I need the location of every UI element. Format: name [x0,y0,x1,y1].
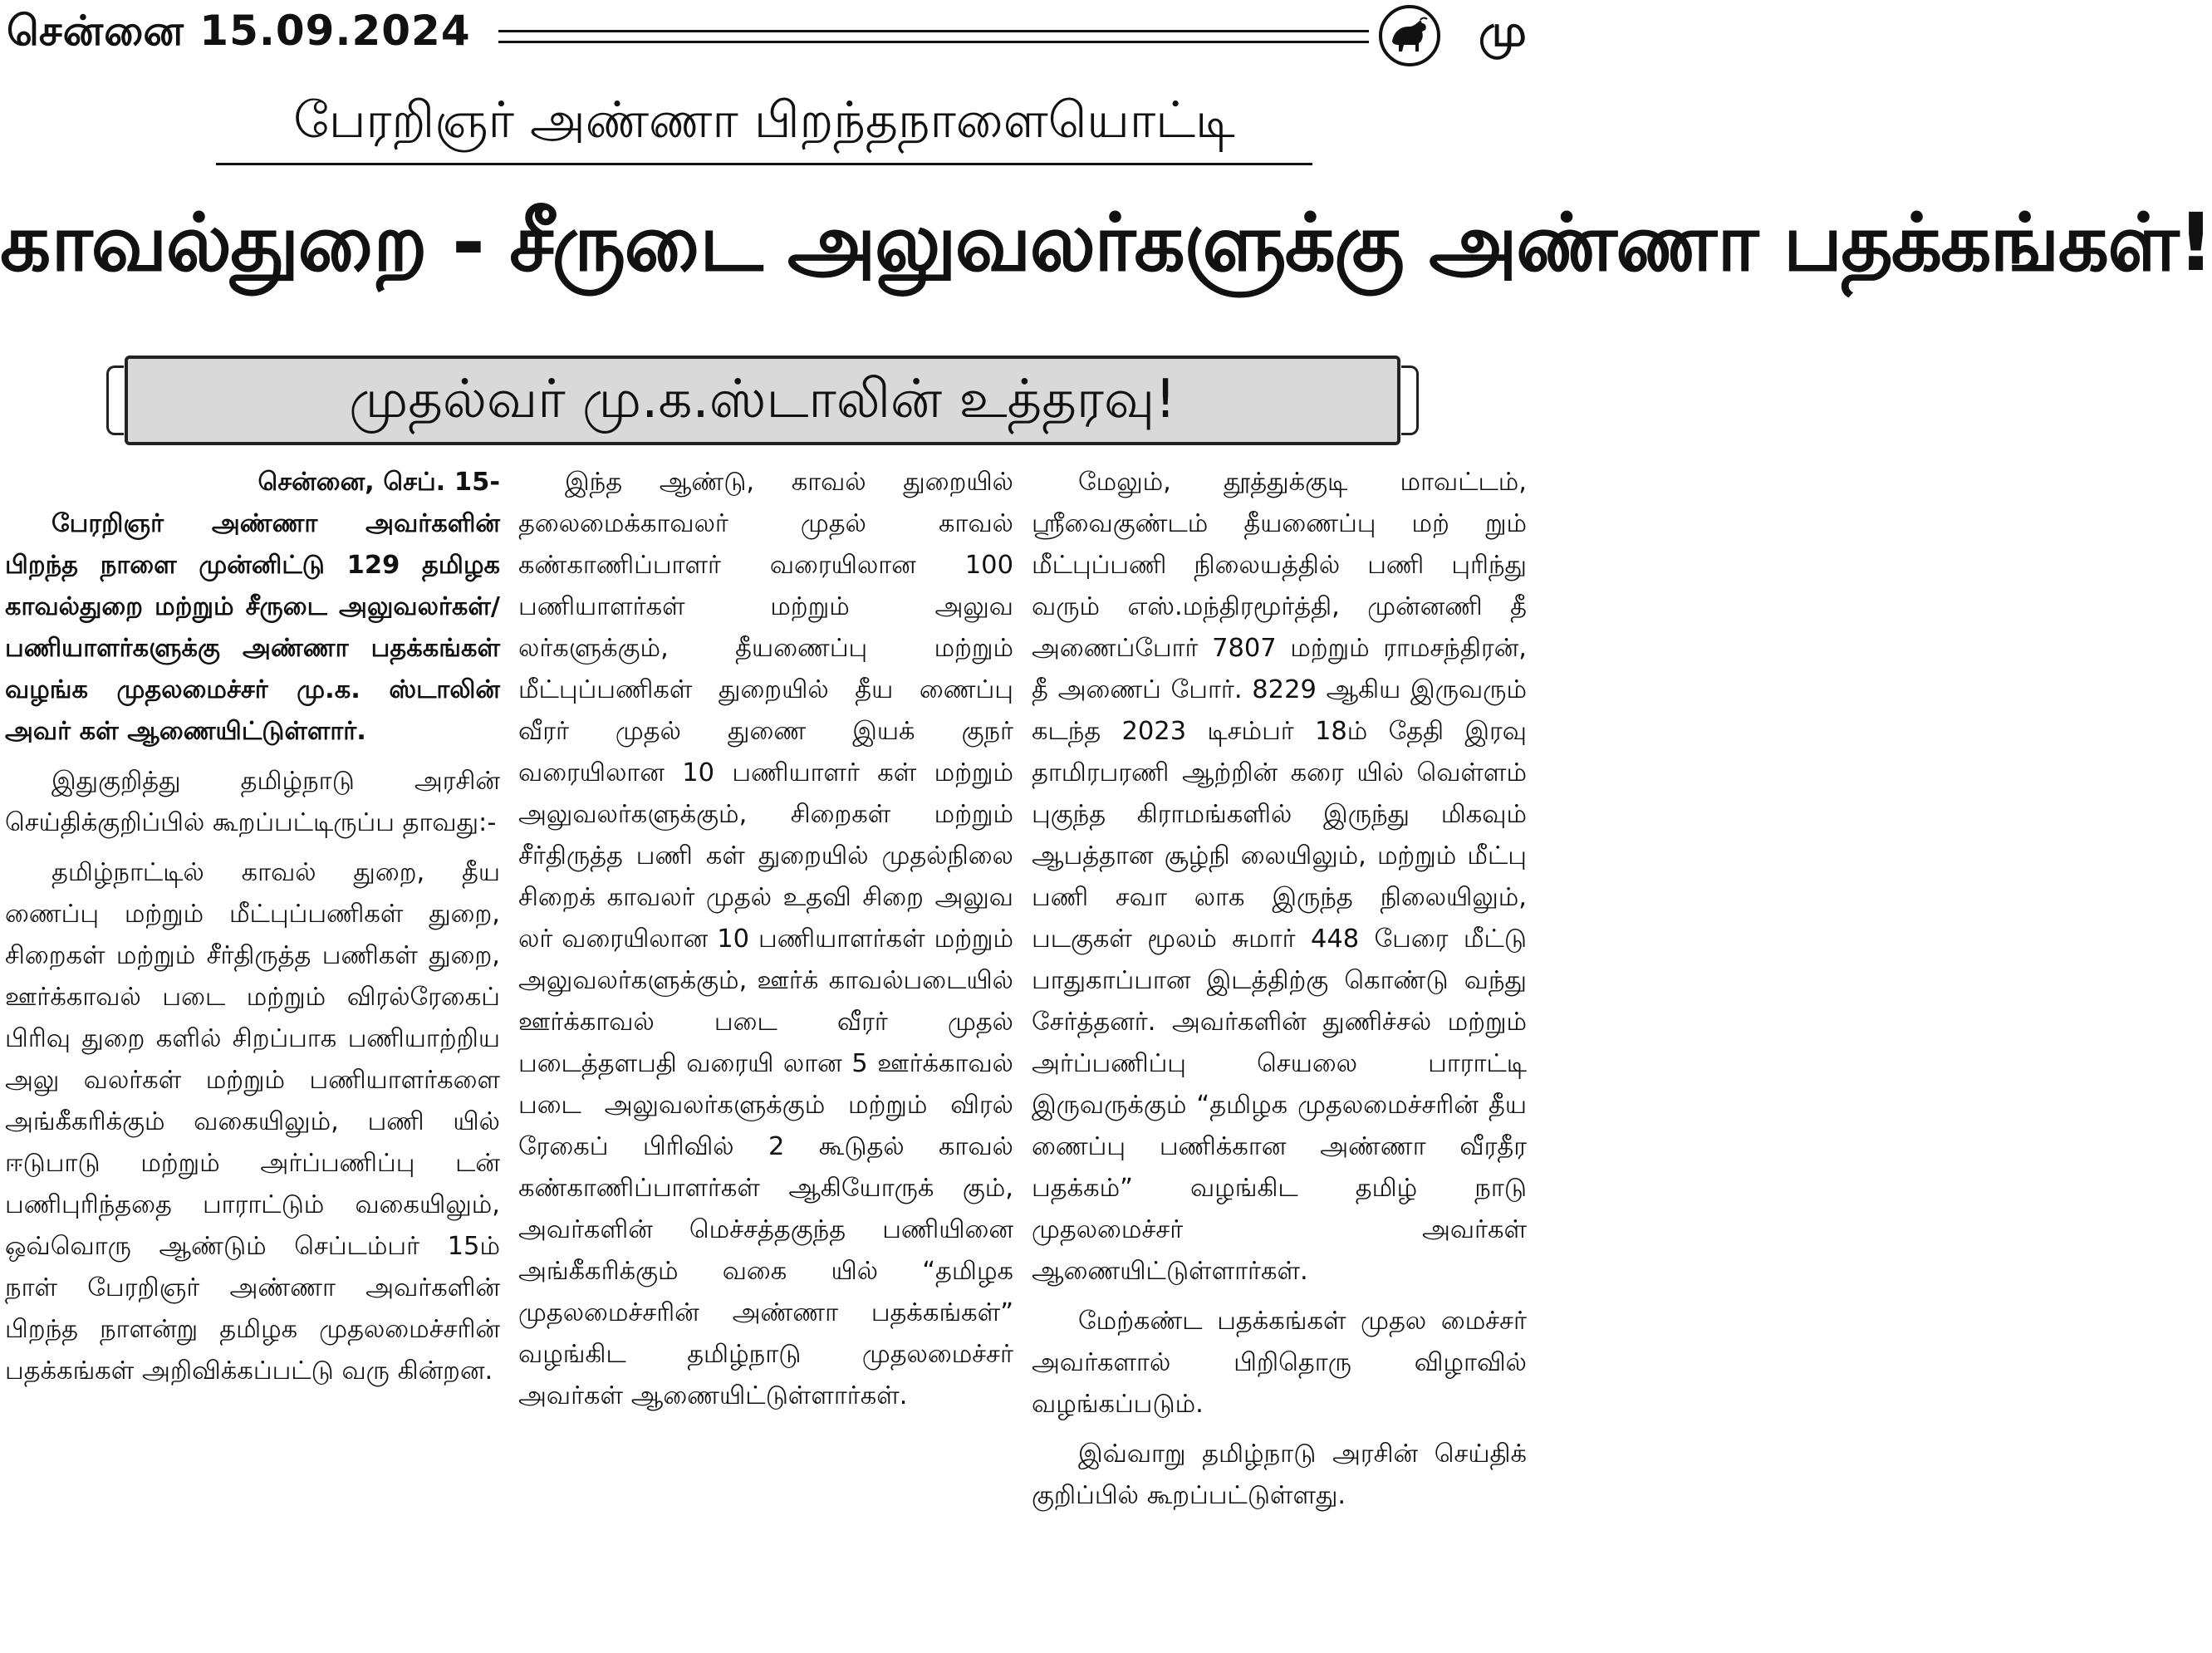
subheadline-text: முதல்வர் மு.க.ஸ்டாலின் உத்தரவு! [349,369,1176,430]
article-dateline: சென்னை, செப். 15- [257,468,500,497]
kicker-underline [216,163,1312,165]
article-paragraph: இந்த ஆண்டு, காவல் துறையில் தலைமைக்காவலர் முதல் காவல் கண்காணிப்பாளர் வரையிலான 100 பணியாளர்கள் மற்றும் அலுவ லர்களுக்கும், தீயணைப்பு மற்றும் மீட்புப்பணிகள் துறையில் தீய ணைப்பு வீரர் முதல் துணை இயக் குநர் வரையிலான 10 பணியாளர் கள் மற்றும் அலுவலர்களுக்கும், சிறைகள் மற்றும் சீர்திருத்த பணி கள் துறையில் முதல்நிலை சிறைக் காவலர் முதல் உதவி சிறை அலுவ லர் வரையிலான 10 பணியாளர்கள் மற்றும் அலுவலர்களுக்கும், ஊர்க் காவல்படையில் ஊர்க்காவல் படை வீரர் முதல் படைத்தளபதி வரையி லான 5 ஊர்க்காவல் படை அலுவலர்களுக்கும் மற்றும் விரல் ரேகைப் பிரிவில் 2 கூடுதல் காவல் கண்காணிப்பாளர்கள் ஆகியோருக் கும், அவர்களின் மெச்சத்தகுந்த பணியினை அங்கீகரிக்கும் வகை யில் “தமிழக முதலமைச்சரின் அண்ணா பதக்கங்கள்” வழங்கிட தமிழ்நாடு முதலமைச்சர் அவர்கள் ஆணையிட்டுள்ளார்கள். [518,468,1013,1410]
kicker-headline: பேரறிஞர் அண்ணா பிறந்தநாளையொட்டி [293,91,1235,150]
edition-date: சென்னை 15.09.2024 [7,7,471,55]
main-headline: காவல்துறை - சீருடை அலுவலர்களுக்கு அண்ணா பதக்கங்கள்! [0,196,2212,289]
article-lead: பேரறிஞர் அண்ணா அவர்களின் பிறந்த நாளை முன்னிட்டு 129 தமிழக காவல்துறை மற்றும் சீருடை அலுவலர்கள்/பணியாளர்களுக்கு அண்ணா பதக்கங்கள் வழங்க முதலமைச்சர் மு.க. ஸ்டாலின் அவர் கள் ஆணையிட்டுள்ளார். [5,509,500,746]
masthead-right-text: மு [1479,7,1527,56]
article-paragraph: தமிழ்நாட்டில் காவல் துறை, தீய ணைப்பு மற்றும் மீட்புப்பணிகள் துறை, சிறைகள் மற்றும் சீர்திருத்த பணிகள் துறை, ஊர்க்காவல் படை மற்றும் விரல்ரேகைப் பிரிவு துறை களில் சிறப்பாக பணியாற்றிய அலு வலர்கள் மற்றும் பணியாளர்களை அங்கீகரிக்கும் வகையிலும், பணி யில் ஈடுபாடு மற்றும் அர்ப்பணிப்பு டன் பணிபுரிந்ததை பாராட்டும் வகையிலும், ஒவ்வொரு ஆண்டும் செப்டம்பர் 15ம் நாள் பேரறிஞர் அண்ணா அவர்களின் பிறந்த நாளன்று தமிழக முதலமைச்சரின் பதக்கங்கள் அறிவிக்கப்பட்டு வரு கின்றன. [5,858,500,1386]
subheadline-banner [125,356,1400,445]
article-paragraph: மேலும், தூத்துக்குடி மாவட்டம், ஸ்ரீவைகுண்டம் தீயணைப்பு மற் றும் மீட்புப்பணி நிலையத்தில் பணி புரிந்து வரும் எஸ்.மந்திரமூர்த்தி, முன்னணி தீ அணைப்போர் 7807 மற்றும் ராமசந்திரன், தீ அணைப் போர். 8229 ஆகிய இருவரும் கடந்த 2023 டிசம்பர் 18ம் தேதி இரவு தாமிரபரணி ஆற்றின் கரை யில் வெள்ளம் புகுந்த கிராமங்களில் இருந்து மிகவும் ஆபத்தான சூழ்நி லையிலும், மற்றும் மீட்பு பணி சவா லாக இருந்த நிலையிலும், படகுகள் மூலம் சுமார் 448 பேரை மீட்டு பாதுகாப்பான இடத்திற்கு கொண்டு வந்து சேர்த்தனர். அவர்களின் துணிச்சல் மற்றும் அர்ப்பணிப்பு செயலை பாராட்டி இருவருக்கும் “தமிழக முதலமைச்சரின் தீய ணைப்பு பணிக்கான அண்ணா வீரதீர பதக்கம்” வழங்கிட தமிழ் நாடு முதலமைச்சர் அவர்கள் ஆணையிட்டுள்ளார்கள். [1032,468,1527,1286]
article-paragraph: இவ்வாறு தமிழ்நாடு அரசின் செய்திக் குறிப்பில் கூறப்பட்டுள்ளது. [1032,1440,1527,1510]
article-paragraph: இதுகுறித்து தமிழ்நாடு அரசின் செய்திக்குறிப்பில் கூறப்பட்டிருப்ப தாவது:- [5,767,500,837]
article-column-2 [518,462,1013,1425]
bull-emblem-icon [1379,5,1440,66]
article-column-3 [1032,462,1527,1525]
masthead [0,0,1527,75]
masthead-rule [498,30,1369,43]
article-column-1 [5,462,500,1400]
article-paragraph: மேற்கண்ட பதக்கங்கள் முதல மைச்சர் அவர்களால் பிறிதொரு விழாவில் வழங்கப்படும். [1032,1307,1527,1419]
